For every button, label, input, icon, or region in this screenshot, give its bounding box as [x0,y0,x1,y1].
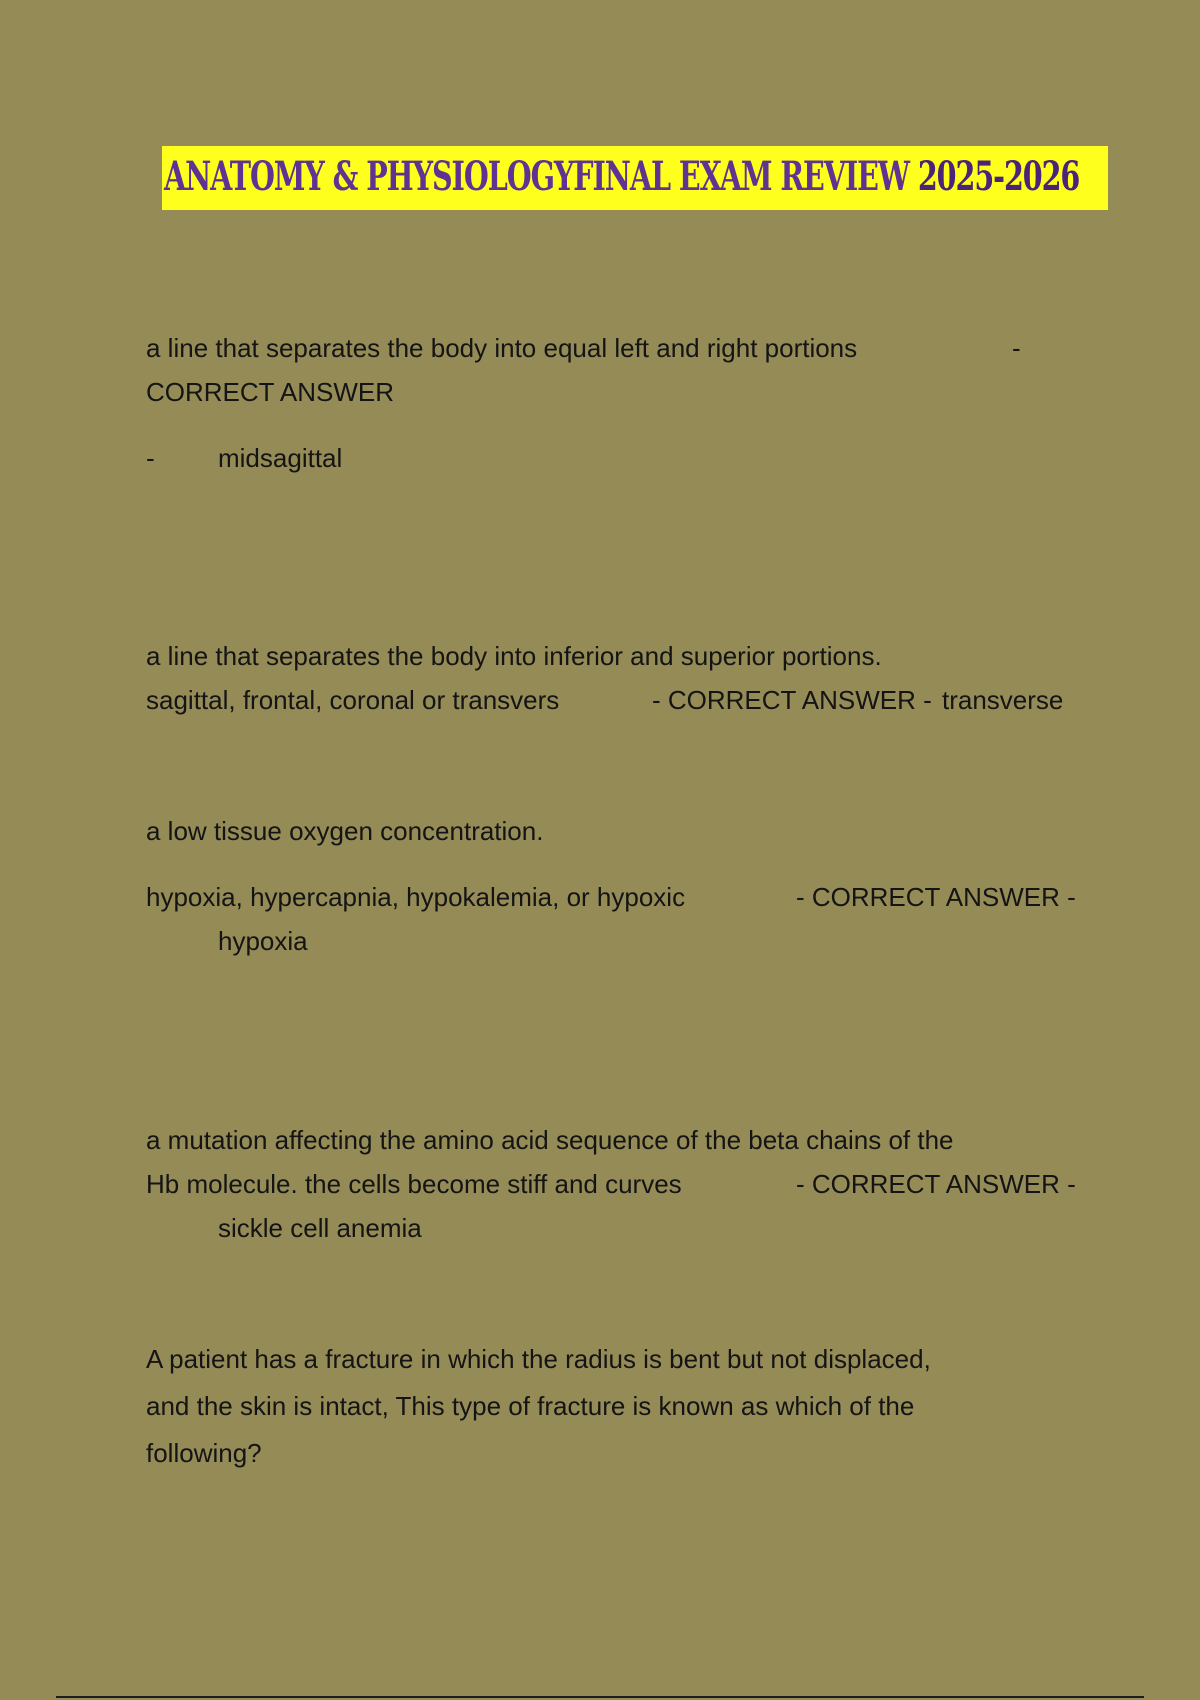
title-banner [162,146,1108,210]
answer-1 [146,436,343,480]
question-3-line-1: a low tissue oxygen concentration. [146,816,544,846]
question-5 [146,1336,931,1477]
answer-3-text: hypoxia [218,926,308,956]
document-title [164,148,1079,206]
question-2-line-1: a line that separates the body into inferior and superior portions. [146,641,882,671]
question-3-line-2: hypoxia, hypercapnia, hypokalemia, or hypoxic [146,882,686,912]
answer-4-text: sickle cell anemia [218,1213,422,1243]
question-1-dash: - [1012,333,1021,363]
title-year: 2025-2026 [917,153,1080,200]
question-3-marker: - CORRECT ANSWER - [796,882,1076,912]
question-4-line-2: Hb molecule. the cells become stiff and curves [146,1169,682,1199]
question-1-line-2: CORRECT ANSWER [146,377,394,407]
question-5-line-1: A patient has a fracture in which the radius is bent but not displaced, [146,1344,931,1374]
question-5-line-2: and the skin is intact, This type of fracture is known as which of the [146,1391,915,1421]
question-4-marker: - CORRECT ANSWER - [796,1169,1076,1199]
answer-1-dash: - [146,443,155,473]
page-bottom-rule [56,1696,1144,1698]
answer-2-text: transverse [942,685,1064,715]
question-5-line-3: following? [146,1438,262,1468]
answer-1-text: midsagittal [218,443,343,473]
question-2-line-2: sagittal, frontal, coronal or transvers [146,685,560,715]
question-4 [146,1118,1076,1250]
question-1-line-1: a line that separates the body into equal left and right portions [146,333,858,363]
question-1 [146,326,1021,414]
question-4-line-1: a mutation affecting the amino acid sequence of the beta chains of the [146,1125,954,1155]
question-3-options [146,875,1076,963]
question-2 [146,634,1064,722]
question-2-marker: - CORRECT ANSWER - [652,685,932,715]
title-main: ANATOMY & PHYSIOLOGYFINAL EXAM REVIEW [164,153,918,200]
question-3 [146,809,543,853]
